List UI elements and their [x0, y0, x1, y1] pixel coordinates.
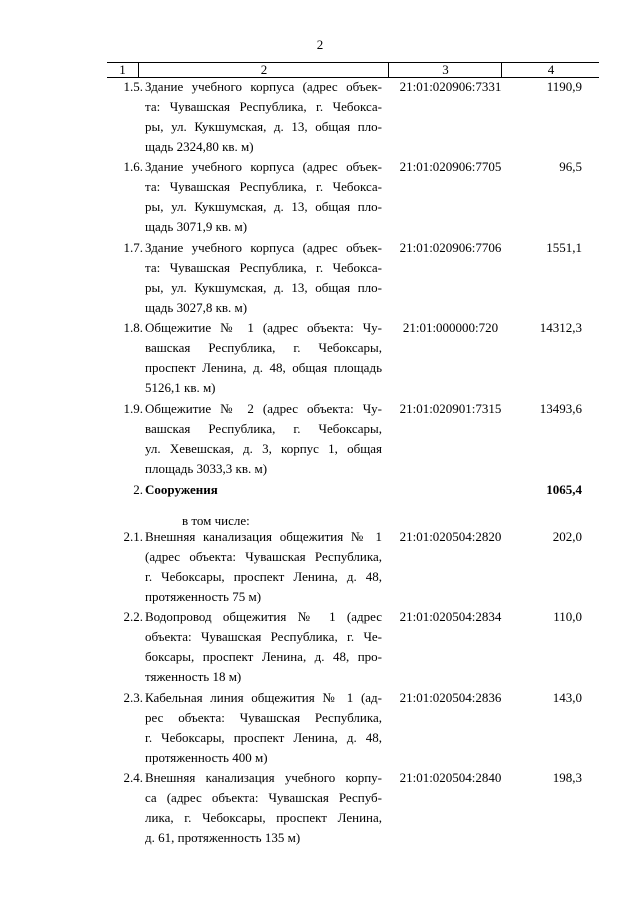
- row-description: [145, 238, 382, 318]
- desc-line: протяженность 75 м): [145, 589, 262, 604]
- row-value: 198,3: [552, 770, 582, 785]
- cadastral-number: 21:01:020504:2834: [399, 609, 502, 624]
- row-value: 14312,3: [539, 320, 582, 335]
- header-cell-1: 1: [119, 62, 126, 77]
- section-title-text: Сооружения: [145, 482, 218, 497]
- desc-line: Внешняя канализация учебного корпу-: [145, 770, 382, 785]
- page-number: 2: [316, 37, 324, 52]
- row-number: 1.5.: [123, 79, 143, 94]
- row-number: 1.7.: [123, 240, 143, 255]
- desc-line: г. Чебоксары, проспект Ленина, д. 48,: [145, 730, 382, 745]
- row-value: 96,5: [559, 159, 582, 174]
- desc-line: Кабельная линия общежития № 1 (ад-: [145, 690, 382, 705]
- row-number: 2.2.: [123, 609, 143, 624]
- desc-line: рес объекта: Чувашская Республика,: [145, 710, 382, 725]
- row-description: [145, 399, 382, 479]
- cadastral-number: 21:01:020906:7706: [399, 240, 502, 255]
- row-number: 2.4.: [123, 770, 143, 785]
- desc-line: ры, ул. Кукшумская, д. 13, общая пло-: [145, 119, 382, 134]
- row-value: 1190,9: [546, 79, 582, 94]
- row-description: [145, 527, 382, 607]
- row-value: 13493,6: [539, 401, 582, 416]
- row-description: [145, 318, 382, 398]
- cadastral-number: 21:01:000000:720: [402, 320, 499, 335]
- desc-line: вашская Республика, г. Чебоксары,: [145, 421, 382, 436]
- desc-line: Общежитие № 2 (адрес объекта: Чу-: [145, 401, 382, 416]
- desc-line: площадь 3033,3 кв. м): [145, 461, 268, 476]
- row-number: 2.3.: [123, 690, 143, 705]
- desc-line: Водопровод общежития № 1 (адрес: [145, 609, 382, 624]
- desc-line: Внешняя канализация общежития № 1: [145, 529, 382, 544]
- cadastral-number: 21:01:020504:2820: [399, 529, 502, 544]
- row-number: 1.8.: [123, 320, 143, 335]
- desc-line: ры, ул. Кукшумская, д. 13, общая пло-: [145, 280, 382, 295]
- desc-line: та: Чувашская Республика, г. Чебокса-: [145, 260, 382, 275]
- row-value: 110,0: [553, 609, 582, 624]
- header-cell-4: 4: [501, 63, 600, 77]
- desc-line: щадь 2324,80 кв. м): [145, 139, 254, 154]
- section-title: [145, 480, 382, 500]
- table-header: [107, 62, 599, 78]
- desc-line: объекта: Чувашская Республика, г. Че-: [145, 629, 382, 644]
- header-cell-2: 2: [138, 63, 389, 77]
- subtitle: в том числе:: [182, 513, 250, 528]
- desc-line: са (адрес объекта: Чувашская Респуб-: [145, 790, 382, 805]
- section-number: 2.: [133, 482, 143, 497]
- row-number: 1.6.: [123, 159, 143, 174]
- row-description: [145, 77, 382, 157]
- desc-line: д. 61, протяженность 135 м): [145, 830, 301, 845]
- cadastral-number: 21:01:020504:2840: [399, 770, 502, 785]
- desc-line: та: Чувашская Республика, г. Чебокса-: [145, 99, 382, 114]
- desc-line: боксары, проспект Ленина, д. 48, про-: [145, 649, 382, 664]
- section-value: 1065,4: [546, 482, 582, 497]
- row-value: 202,0: [552, 529, 582, 544]
- row-description: [145, 157, 382, 237]
- row-description: [145, 688, 382, 768]
- row-description: [145, 607, 382, 687]
- desc-line: проспект Ленина, д. 48, общая площадь: [145, 360, 382, 375]
- desc-line: лика, г. Чебоксары, проспект Ленина,: [145, 810, 382, 825]
- desc-line: Здание учебного корпуса (адрес объек-: [145, 240, 382, 255]
- desc-line: 5126,1 кв. м): [145, 380, 216, 395]
- desc-line: Общежитие № 1 (адрес объекта: Чу-: [145, 320, 382, 335]
- header-cell-3: 3: [388, 63, 502, 77]
- desc-line: щадь 3027,8 кв. м): [145, 300, 248, 315]
- row-description: [145, 768, 382, 848]
- desc-line: вашская Республика, г. Чебоксары,: [145, 340, 382, 355]
- cadastral-number: 21:01:020906:7705: [399, 159, 502, 174]
- row-number: 2.1.: [123, 529, 143, 544]
- desc-line: протяженность 400 м): [145, 750, 268, 765]
- desc-line: ры, ул. Кукшумская, д. 13, общая пло-: [145, 199, 382, 214]
- desc-line: тяженность 18 м): [145, 669, 242, 684]
- row-value: 1551,1: [546, 240, 582, 255]
- desc-line: Здание учебного корпуса (адрес объек-: [145, 159, 382, 174]
- desc-line: (адрес объекта: Чувашская Республика,: [145, 549, 382, 564]
- desc-line: та: Чувашская Республика, г. Чебокса-: [145, 179, 382, 194]
- cadastral-number: 21:01:020906:7331: [399, 79, 502, 94]
- desc-line: ул. Хевешская, д. 3, корпус 1, общая: [145, 441, 382, 456]
- row-number: 1.9.: [123, 401, 143, 416]
- cadastral-number: 21:01:020901:7315: [399, 401, 502, 416]
- cadastral-number: 21:01:020504:2836: [399, 690, 502, 705]
- desc-line: щадь 3071,9 кв. м): [145, 219, 248, 234]
- desc-line: Здание учебного корпуса (адрес объек-: [145, 79, 382, 94]
- row-value: 143,0: [552, 690, 582, 705]
- desc-line: г. Чебоксары, проспект Ленина, д. 48,: [145, 569, 382, 584]
